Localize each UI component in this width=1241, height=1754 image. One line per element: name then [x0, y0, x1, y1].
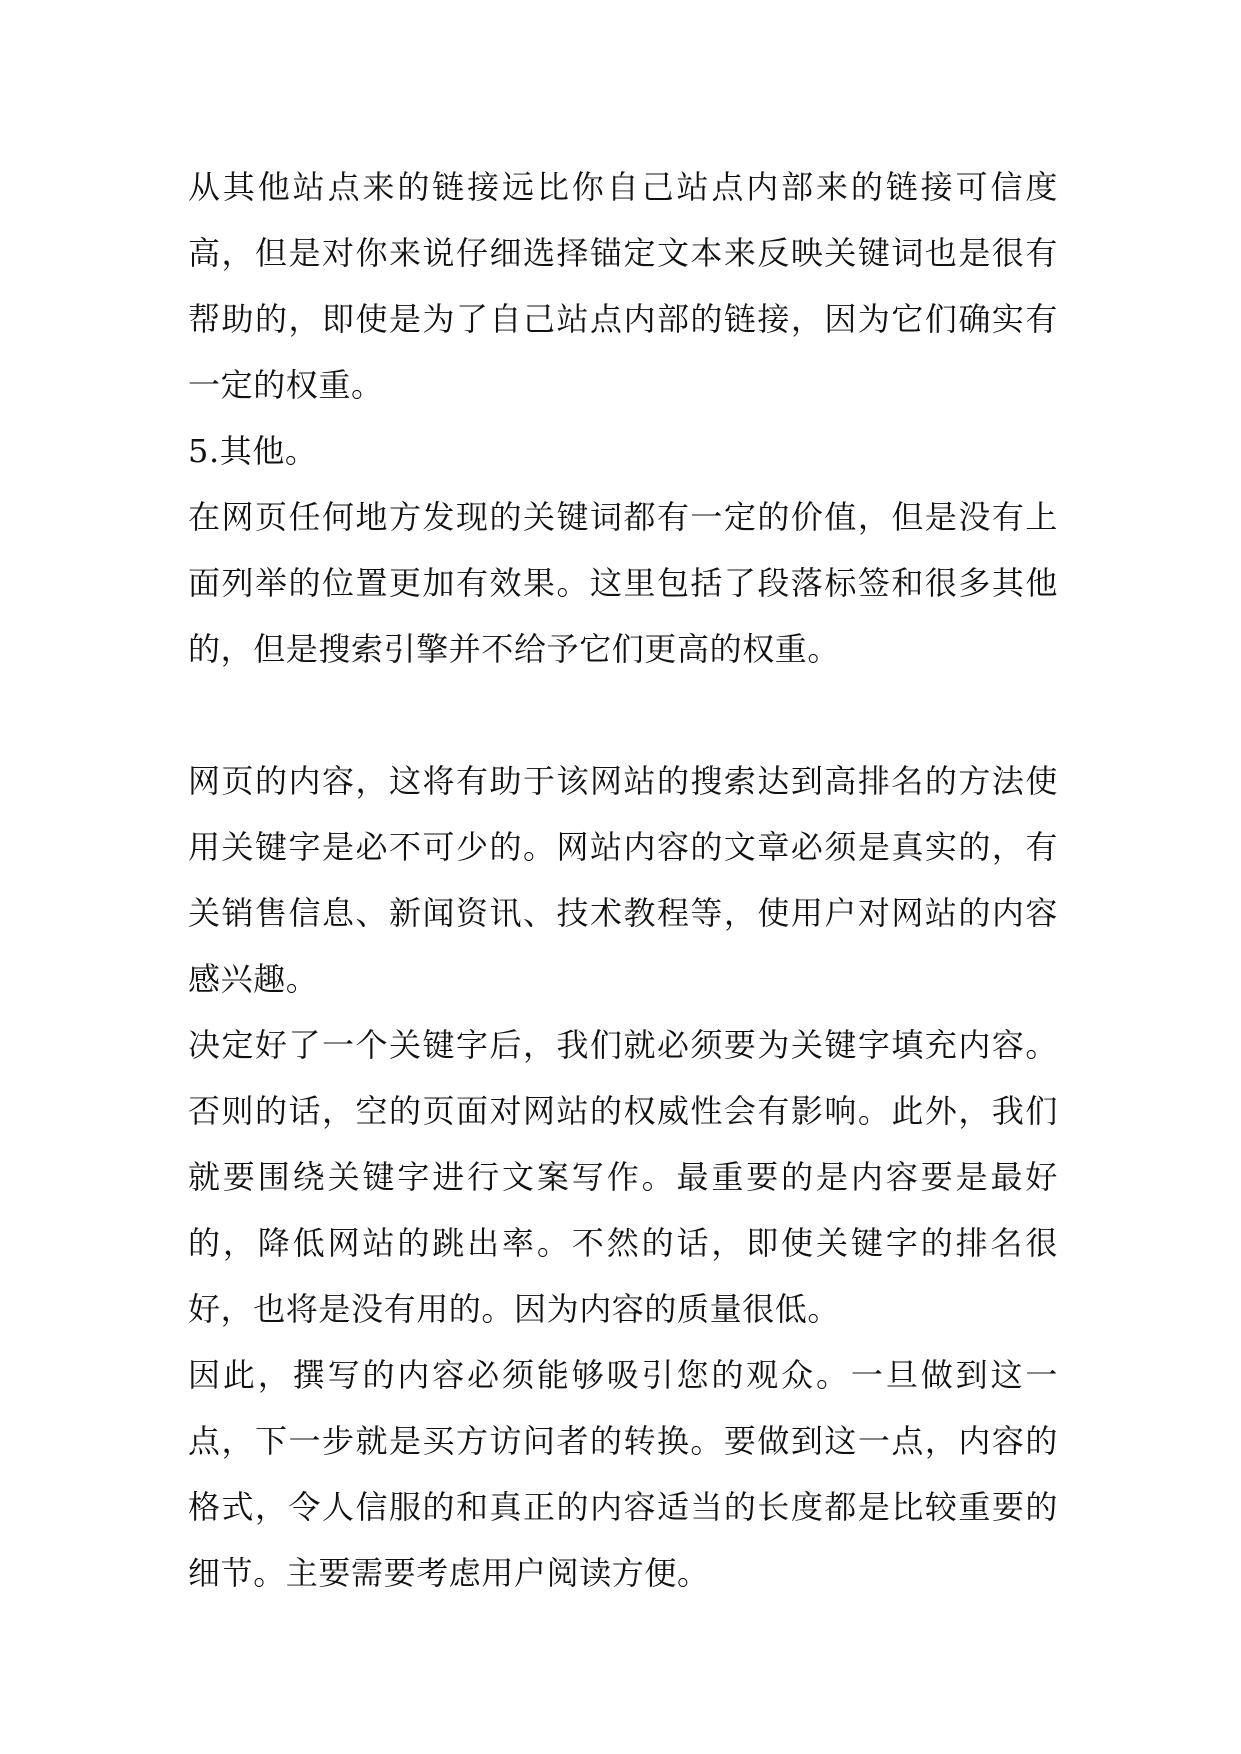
paragraph-page-content: 网页的内容，这将有助于该网站的搜索达到高排名的方法使用关键字是必不可少的。网站内容的文章必须是真实的，有关销售信息、新闻资讯、技术教程等，使用户对网站的内容感兴趣。 — [188, 762, 1058, 998]
paragraph-keyword-content: 决定好了一个关键字后，我们就必须要为关键字填充内容。否则的话，空的页面对网站的权威性会有影响。此外，我们就要围绕关键字进行文案写作。最重要的是内容要是最好的，降低网站的跳出率。不然的话，即使关键字的排名很好，也将是没有用的。因为内容的质量很低。 — [188, 1026, 1058, 1328]
paragraph-other-locations: 在网页任何地方发现的关键词都有一定的价值，但是没有上面列举的位置更加有效果。这里包括了段落标签和很多其他的，但是搜索引擎并不给予它们更高的权重。 — [188, 498, 1058, 668]
section-heading-other: 5.其他。 — [188, 432, 318, 470]
blank-line — [188, 682, 1058, 748]
paragraph-anchor-text: 从其他站点来的链接远比你自己站点内部来的链接可信度高，但是对你来说仔细选择锚定文本来反映关键词也是很有帮助的，即使是为了自己站点内部的链接，因为它们确实有一定的权重。 — [188, 168, 1058, 404]
paragraph-audience: 因此，撰写的内容必须能够吸引您的观众。一旦做到这一点，下一步就是买方访问者的转换。要做到这一点，内容的格式，令人信服的和真正的内容适当的长度都是比较重要的细节。主要需要考虑用户阅读方便。 — [188, 1356, 1058, 1592]
document-body — [188, 154, 1058, 1606]
